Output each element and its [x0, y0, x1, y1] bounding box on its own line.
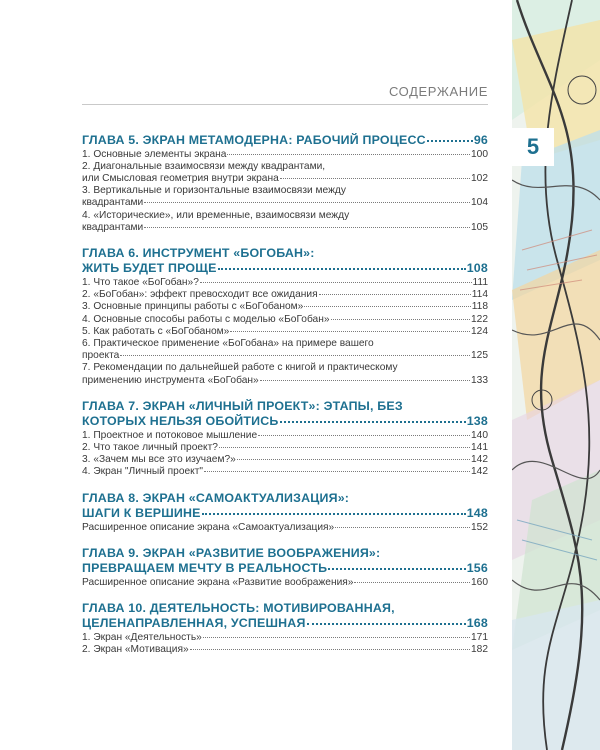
dot-leader: [144, 202, 470, 203]
toc-title: СОДЕРЖАНИЕ: [388, 84, 488, 99]
toc-entry[interactable]: [82, 466, 488, 478]
toc-entry-row: [82, 173, 488, 185]
dot-leader: [203, 637, 470, 638]
toc-entry-row: [82, 442, 488, 454]
dot-leader: [230, 331, 470, 332]
toc-entry-page-number: 133: [471, 374, 488, 386]
toc-entry-line: 7. Рекомендации по дальнейшей работе с книгой и практическому: [82, 362, 398, 374]
chapter-heading-row: [82, 561, 488, 577]
toc-entry[interactable]: [82, 301, 488, 313]
toc-entry-text: 4. Экран "Личный проект": [82, 466, 204, 478]
toc-entry-page-number: 111: [472, 276, 488, 288]
toc-entry-page-number: 118: [471, 301, 488, 313]
dot-leader: [328, 568, 465, 570]
toc-entry-text: квадрантами: [82, 197, 144, 209]
toc-entry-text: 1. Что такое «БоГобан»?: [82, 276, 199, 288]
chapter-heading-line: ГЛАВА 8. ЭКРАН «САМОАКТУАЛИЗАЦИЯ»:: [82, 490, 350, 505]
toc-entry-row: [82, 375, 488, 387]
dot-leader: [427, 140, 473, 142]
toc-entry[interactable]: [82, 338, 488, 362]
chapter-10: [82, 601, 488, 656]
chapter-heading-row: [82, 133, 488, 149]
dot-leader: [120, 355, 470, 356]
chapter-heading-line: ГЛАВА 7. ЭКРАН «ЛИЧНЫЙ ПРОЕКТ»: ЭТАПЫ, БЕЗ: [82, 398, 403, 413]
chapter-9: [82, 546, 488, 589]
dot-leader: [280, 178, 470, 179]
dot-leader: [227, 154, 470, 155]
chapter-heading-line: ГЛАВА 10. ДЕЯТЕЛЬНОСТЬ: МОТИВИРОВАННАЯ,: [82, 600, 395, 615]
toc-entry-page-number: 152: [471, 521, 488, 533]
toc-entry-text: 2. «БоГобан»: эффект превосходит все ожидания: [82, 289, 318, 301]
chapter-heading[interactable]: [82, 133, 488, 149]
dot-leader: [258, 435, 470, 436]
toc-entry-text: квадрантами: [82, 221, 144, 233]
chapter-heading[interactable]: [82, 601, 488, 632]
toc-entry-text: 5. Как работать с «БоГобаном»: [82, 325, 230, 337]
chapter-heading[interactable]: [82, 491, 488, 522]
chapter-heading-row: [82, 616, 488, 632]
toc-entry[interactable]: [82, 577, 488, 589]
dot-leader: [354, 582, 470, 583]
toc-entry-page-number: 141: [471, 441, 488, 453]
chapter-heading[interactable]: [82, 246, 488, 277]
chapter-heading-line: ГЛАВА 6. ИНСТРУМЕНТ «БОГОБАН»:: [82, 245, 315, 260]
toc-entry[interactable]: [82, 442, 488, 454]
chapter-page-number: 138: [466, 414, 488, 429]
toc-entry-text: 3. Основные принципы работы с «БоГобаном»: [82, 301, 304, 313]
toc-entry-page-number: 124: [471, 325, 488, 337]
toc-entry-row: [82, 197, 488, 209]
toc-entry-line: 2. Диагональные взаимосвязи между квадрантами,: [82, 160, 326, 172]
page-number-tab: [512, 128, 554, 166]
dot-leader: [260, 380, 470, 381]
chapter-6: [82, 246, 488, 387]
toc-entry-text: 1. Проектное и потоковое мышление: [82, 429, 258, 441]
toc-entry-line: 6. Практическое применение «БоГобана» на примере вашего: [82, 337, 374, 349]
toc-entry-row: [82, 522, 488, 534]
toc-entry[interactable]: [82, 644, 488, 656]
dot-leader: [280, 421, 466, 423]
dot-leader: [144, 227, 470, 228]
dot-leader: [237, 459, 470, 460]
toc-entry-text: 3. «Зачем мы все это изучаем?»: [82, 454, 236, 466]
toc-entry-page-number: 125: [471, 350, 488, 362]
title-divider: [82, 104, 488, 105]
dot-leader: [218, 268, 466, 270]
toc-entry[interactable]: [82, 314, 488, 326]
chapter-heading-row: [82, 506, 488, 522]
decorative-artwork: [512, 0, 600, 750]
chapter-heading-line: ГЛАВА 9. ЭКРАН «РАЗВИТИЕ ВООБРАЖЕНИЯ»:: [82, 545, 381, 560]
toc-entry-page-number: 142: [471, 466, 488, 478]
toc-entry-row: [82, 326, 488, 338]
page-number: 5: [526, 134, 540, 159]
toc-entry-row: [82, 430, 488, 442]
toc-entry[interactable]: [82, 149, 488, 161]
chapter-8: [82, 491, 488, 534]
chapter-heading-text: ПРЕВРАЩАЕМ МЕЧТУ В РЕАЛЬНОСТЬ: [82, 561, 328, 576]
dot-leader: [335, 527, 470, 528]
toc-entry-page-number: 105: [471, 221, 488, 233]
toc-entry-text: 4. Основные способы работы с моделью «БоГобан»: [82, 313, 330, 325]
chapter-heading-text: ШАГИ К ВЕРШИНЕ: [82, 506, 201, 521]
toc-entry-row: [82, 301, 488, 313]
toc-entry-text: применению инструмента «БоГобан»: [82, 374, 259, 386]
dot-leader: [331, 319, 471, 320]
toc-entry-row: [82, 644, 488, 656]
toc-entry-text: 2. Экран «Мотивация»: [82, 644, 189, 656]
chapter-heading-text: ГЛАВА 5. ЭКРАН МЕТАМОДЕРНА: РАБОЧИЙ ПРОЦЕСС: [82, 133, 426, 147]
toc-entry-page-number: 114: [471, 289, 488, 301]
dot-leader: [204, 471, 470, 472]
toc-entry-text: Расширенное описание экрана «Развитие воображения»: [82, 576, 354, 588]
table-of-contents: [82, 133, 488, 668]
toc-entry-line: 4. «Исторические», или временные, взаимосвязи между: [82, 209, 350, 221]
dot-leader: [304, 306, 470, 307]
toc-entry[interactable]: [82, 362, 488, 386]
toc-entry-page-number: 104: [471, 197, 488, 209]
chapter-page-number: 96: [473, 133, 488, 147]
toc-entry[interactable]: [82, 454, 488, 466]
chapter-5: [82, 133, 488, 234]
chapter-heading-row: [82, 261, 488, 277]
toc-entry-row: [82, 149, 488, 161]
toc-entry[interactable]: [82, 185, 488, 209]
toc-entry[interactable]: [82, 289, 488, 301]
toc-entry-page-number: 142: [471, 454, 488, 466]
toc-entry[interactable]: [82, 161, 488, 185]
chapter-page-number: 108: [466, 261, 488, 276]
toc-entry-text: 2. Что такое личный проект?: [82, 441, 218, 453]
dot-leader: [202, 513, 466, 515]
toc-entry[interactable]: [82, 522, 488, 534]
toc-entry[interactable]: [82, 277, 488, 289]
chapter-page-number: 156: [466, 561, 488, 576]
toc-entry-row: [82, 466, 488, 478]
toc-entry-row: [82, 577, 488, 589]
toc-entry-page-number: 160: [471, 576, 488, 588]
chapter-heading-text: КОТОРЫХ НЕЛЬЗЯ ОБОЙТИСЬ: [82, 414, 279, 429]
toc-entry-row: [82, 222, 488, 234]
toc-entry-text: или Смысловая геометрия внутри экрана: [82, 172, 279, 184]
toc-entry[interactable]: [82, 210, 488, 234]
toc-entry[interactable]: [82, 632, 488, 644]
toc-entry-page-number: 100: [471, 148, 488, 160]
chapter-page-number: 148: [466, 506, 488, 521]
chapter-heading[interactable]: [82, 399, 488, 430]
chapter-heading[interactable]: [82, 546, 488, 577]
toc-entry-text: 1. Экран «Деятельность»: [82, 631, 202, 643]
toc-entry-row: [82, 314, 488, 326]
toc-entry-page-number: 102: [471, 172, 488, 184]
toc-entry-page-number: 171: [471, 631, 488, 643]
toc-entry-line: 3. Вертикальные и горизонтальные взаимосвязи между: [82, 185, 346, 197]
toc-entry-text: проекта: [82, 350, 120, 362]
chapter-7: [82, 399, 488, 479]
dot-leader: [200, 282, 472, 283]
chapter-heading-text: ЖИТЬ БУДЕТ ПРОЩЕ: [82, 261, 217, 276]
toc-entry-row: [82, 350, 488, 362]
dot-leader: [219, 447, 470, 448]
toc-entry-text: Расширенное описание экрана «Самоактуализация»: [82, 521, 335, 533]
chapter-heading-text: ЦЕЛЕНАПРАВЛЕННАЯ, УСПЕШНАЯ: [82, 616, 306, 631]
toc-entry-page-number: 122: [471, 313, 488, 325]
toc-entry[interactable]: [82, 326, 488, 338]
chapter-page-number: 168: [466, 616, 488, 631]
toc-entry-page-number: 182: [471, 644, 488, 656]
toc-entry-text: 1. Основные элементы экрана: [82, 148, 227, 160]
toc-entry-row: [82, 632, 488, 644]
toc-entry[interactable]: [82, 430, 488, 442]
toc-entry-row: [82, 289, 488, 301]
toc-entry-row: [82, 454, 488, 466]
dot-leader: [190, 649, 470, 650]
chapter-heading-row: [82, 414, 488, 430]
toc-entry-row: [82, 277, 488, 289]
dot-leader: [307, 623, 466, 625]
toc-entry-page-number: 140: [471, 429, 488, 441]
dot-leader: [319, 294, 471, 295]
